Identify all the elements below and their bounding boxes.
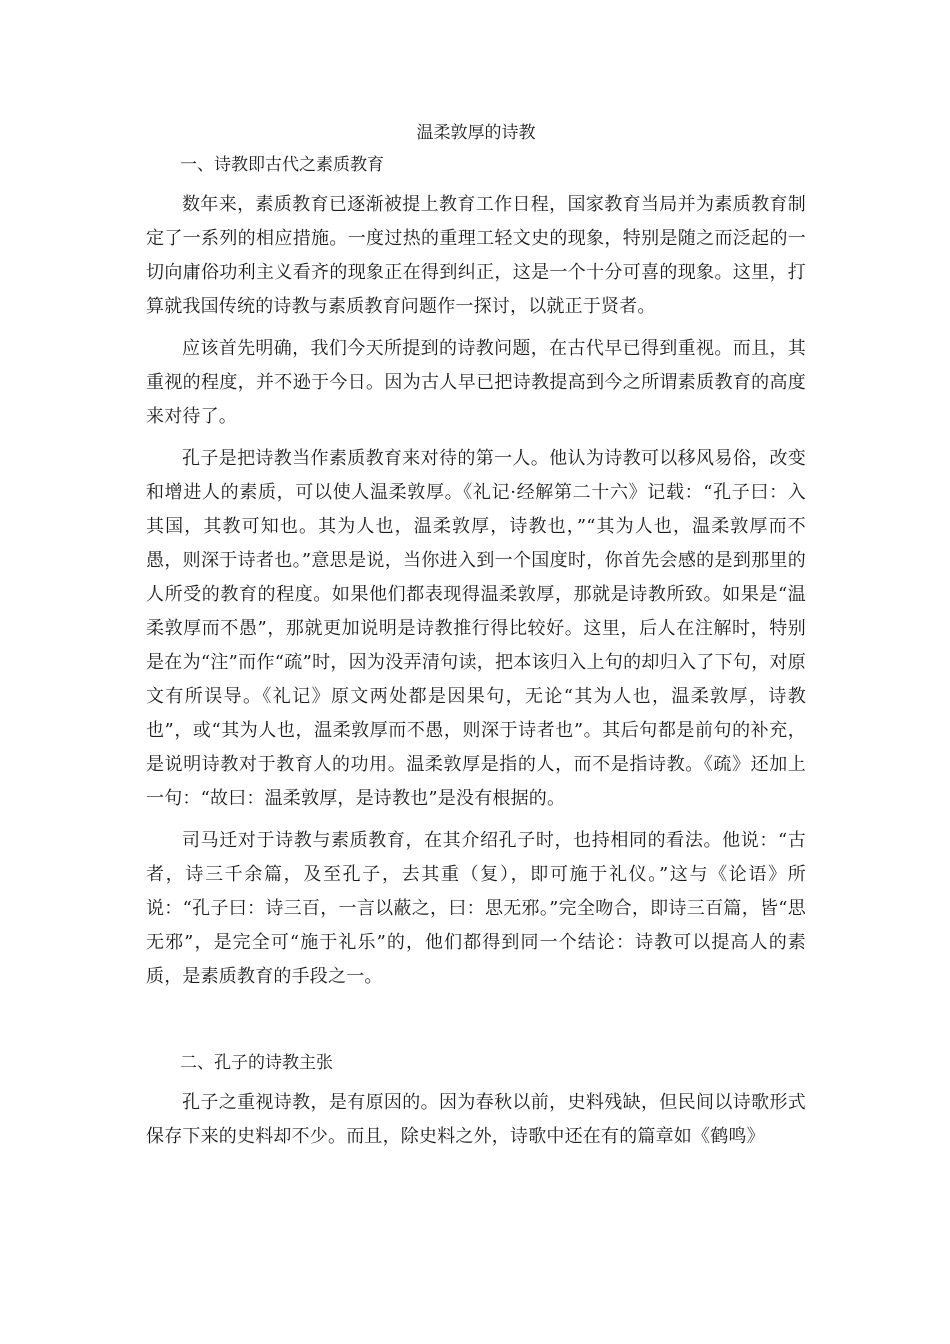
- paragraph: 司马迁对于诗教与素质教育，在其介绍孔子时，也持相同的看法。他说：“古者，诗三千余篇，及至孔子，去其重（复），即可施于礼仪。”这与《论语》所说：“孔子曰：诗三百，一言以蔽之，曰：思无邪。”完全吻合，即诗三百篇，皆“思无邪”，是完全可“施于礼乐”的，他们都得到同一个结论：诗教可以提高人的素质，是素质教育的手段之一。: [146, 830, 806, 987]
- paragraph: 数年来，素质教育已逐渐被提上教育工作日程，国家教育当局并为素质教育制定了一系列的相应措施。一度过热的重理工轻文史的现象，特别是随之而泛起的一切向庸俗功利主义看齐的现象正在得到纠正，这是一个十分可喜的现象。这里，打算就我国传统的诗教与素质教育问题作一探讨，以就正于贤者。: [146, 194, 806, 317]
- section-2: [146, 1048, 806, 1154]
- section-spacer: [146, 1002, 806, 1048]
- paragraph: 应该首先明确，我们今天所提到的诗教问题，在古代早已得到重视。而且，其重视的程度，并不逊于今日。因为古人早已把诗教提高到今之所谓素质教育的高度来对待了。: [146, 338, 806, 427]
- paragraph: 孔子之重视诗教，是有原因的。因为春秋以前，史料残缺，但民间以诗歌形式保存下来的史料却不少。而且，除史料之外，诗歌中还在有的篇章如《鹤鸣》: [146, 1092, 806, 1147]
- section-heading: 二、孔子的诗教主张: [180, 1053, 333, 1073]
- document-title: 温柔敦厚的诗教: [416, 123, 536, 143]
- section-heading: 一、诗教即古代之素质教育: [180, 155, 384, 175]
- section-1: [146, 150, 806, 994]
- document-page: [146, 118, 806, 1162]
- paragraph: 孔子是把诗教当作素质教育来对待的第一人。他认为诗教可以移风易俗，改变和增进人的素质，可以使人温柔敦厚。《礼记·经解第二十六》记载：“孔子曰：入其国，其教可知也。其为人也，温柔敦厚，诗教也，”“其为人也，温柔敦厚而不愚，则深于诗者也。”意思是说，当你进入到一个国度时，你首先会感的是到那里的人所受的教育的程度。如果他们都表现得温柔敦厚，那就是诗教所致。如果是“温柔敦厚而不愚”，那就更加说明是诗教推行得比较好。这里，后人在注解时，特别是在为“注”而作“疏”时，因为没弄清句读，把本该归入上句的却归入了下句，对原文有所误导。《礼记》原文两处都是因果句，无论“其为人也，温柔敦厚，诗教也”，或“其为人也，温柔敦厚而不愚，则深于诗者也”。其后句都是前句的补充，是说明诗教对于教育人的功用。温柔敦厚是指的人，而不是指诗教。《疏》还加上一句：“故曰：温柔敦厚，是诗教也”是没有根据的。: [146, 448, 806, 809]
